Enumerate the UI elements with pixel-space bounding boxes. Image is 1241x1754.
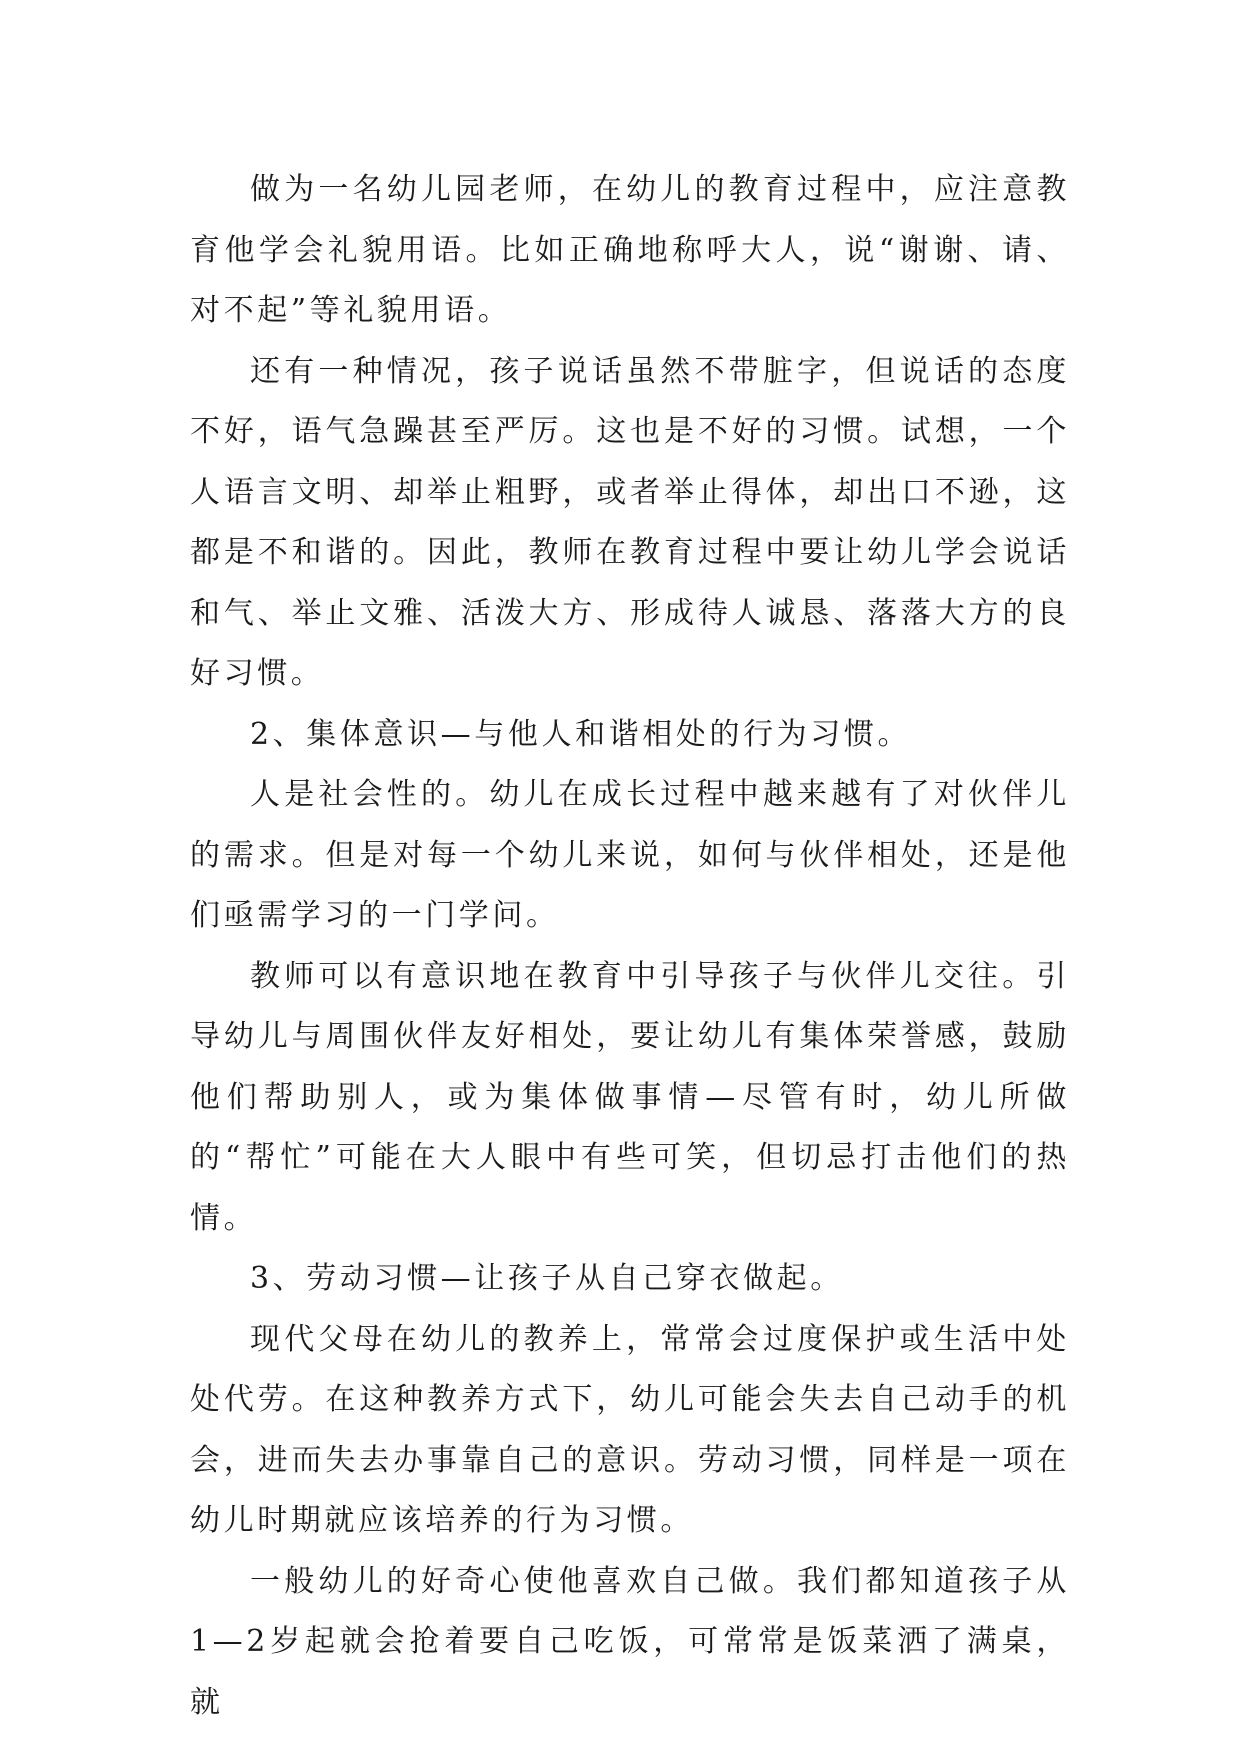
paragraph-parent-overprotection: 现代父母在幼儿的教养上，常常会过度保护或生活中处处代劳。在这种教养方式下，幼儿可能会失去自己动手的机会，进而失去办事靠自己的意识。劳动习惯，同样是一项在幼儿时期就应该培养的行为习惯。 bbox=[190, 1321, 1070, 1538]
paragraph-child-curiosity: 一般幼儿的好奇心使他喜欢自己做。我们都知道孩子从1—2岁起就会抢着要自己吃饭，可常常是饭菜洒了满桌，就 bbox=[190, 1563, 1070, 1720]
paragraph-speaking-attitude: 还有一种情况，孩子说话虽然不带脏字，但说话的态度不好，语气急躁甚至严厉。这也是不好的习惯。试想，一个人语言文明、却举止粗野，或者举止得体，却出口不逊，这都是不和谐的。因此，教师在教育过程中要让幼儿学会说话和气、举止文雅、活泼大方、形成待人诚恳、落落大方的良好习惯。 bbox=[190, 353, 1070, 691]
paragraph-guiding-peers: 教师可以有意识地在教育中引导孩子与伙伴儿交往。引导幼儿与周围伙伴友好相处，要让幼儿有集体荣誉感，鼓励他们帮助别人，或为集体做事情—尽管有时，幼儿所做的“帮忙”可能在大人眼中有些可笑，但切忌打击他们的热情。 bbox=[190, 958, 1070, 1236]
paragraph-social-nature: 人是社会性的。幼儿在成长过程中越来越有了对伙伴儿的需求。但是对每一个幼儿来说，如何与伙伴相处，还是他们亟需学习的一门学问。 bbox=[190, 777, 1070, 933]
paragraph-polite-language: 做为一名幼儿园老师，在幼儿的教育过程中，应注意教育他学会礼貌用语。比如正确地称呼大人，说“谢谢、请、对不起”等礼貌用语。 bbox=[190, 172, 1070, 328]
section-heading-collective-awareness: 2、集体意识—与他人和谐相处的行为习惯。 bbox=[250, 716, 912, 752]
section-heading-labor-habits: 3、劳动习惯—让孩子从自己穿衣做起。 bbox=[250, 1261, 844, 1296]
document-body bbox=[190, 160, 1070, 1733]
